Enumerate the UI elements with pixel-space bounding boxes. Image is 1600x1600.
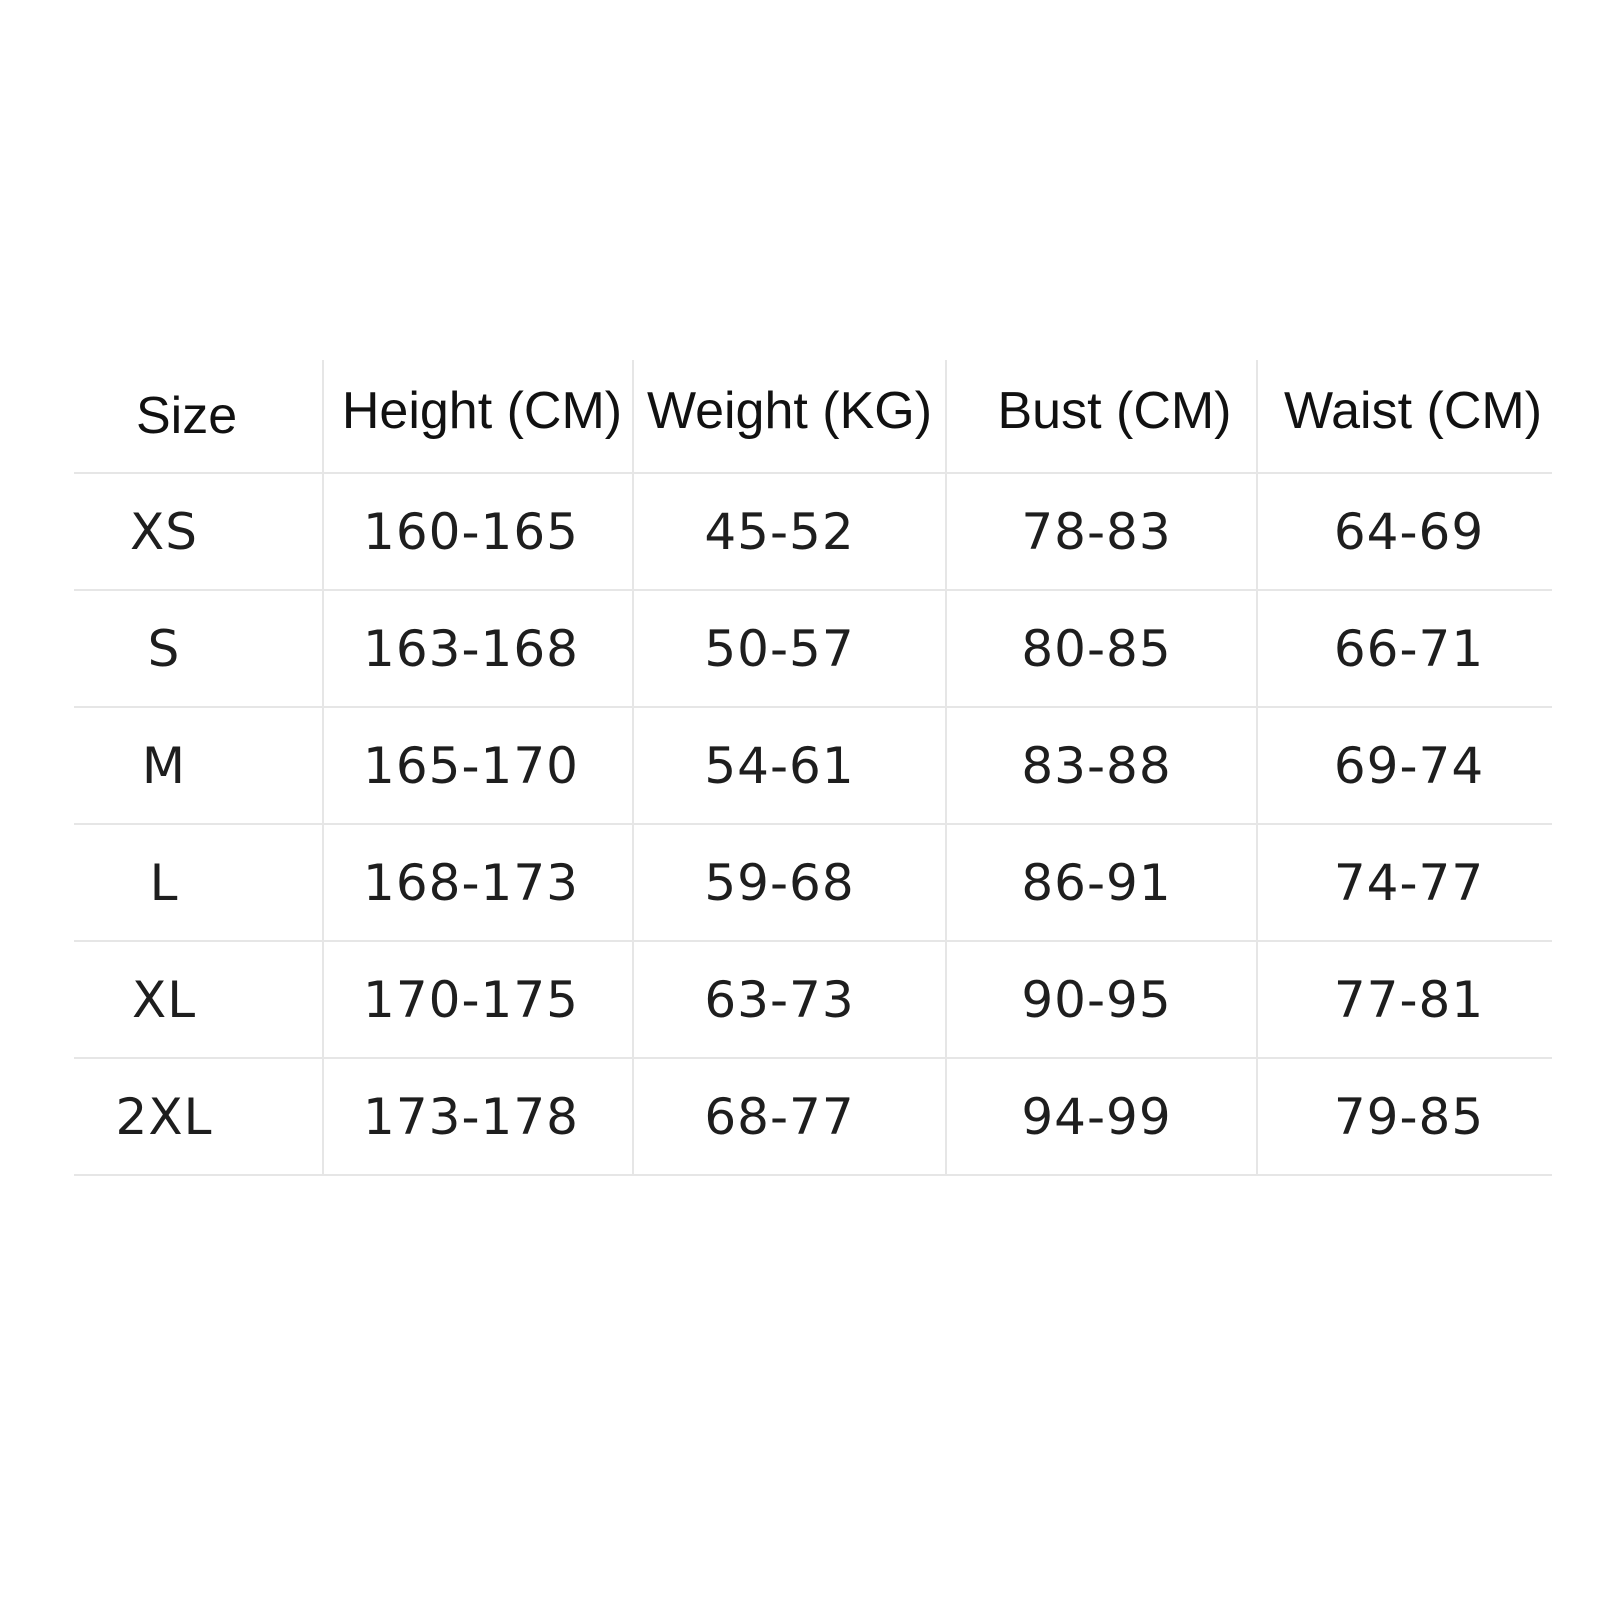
cell-waist-value: 79-85 [1333,1087,1485,1146]
cell-size [74,591,322,708]
cell-weight-value: 50-57 [704,619,855,678]
cell-bust-value: 83-88 [1021,736,1172,795]
cell-size-value: XS [130,502,198,561]
cell-height [322,1059,632,1176]
cell-height-value: 170-175 [363,970,579,1029]
cell-size-value: M [141,736,187,795]
cell-bust [945,942,1256,1059]
cell-weight-value: 63-73 [704,970,855,1029]
cell-weight [632,591,945,708]
header-height: Height (CM) [322,360,632,474]
cell-size-value: XL [131,970,197,1029]
cell-weight [632,825,945,942]
cell-weight-value: 68-77 [704,1087,855,1146]
table-header-row [74,360,1552,474]
header-waist: Waist (CM) [1256,360,1552,474]
cell-waist [1256,942,1552,1059]
cell-waist [1256,591,1552,708]
cell-size-value: S [147,619,181,678]
cell-height-value: 173-178 [363,1087,579,1146]
cell-height [322,942,632,1059]
cell-size [74,474,322,591]
cell-weight-value: 54-61 [704,736,855,795]
cell-size-value: 2XL [115,1087,213,1146]
cell-waist [1256,1059,1552,1176]
cell-height-value: 163-168 [363,619,579,678]
header-bust: Bust (CM) [945,360,1256,474]
cell-height-value: 165-170 [363,736,579,795]
table-row [74,942,1552,1059]
cell-height [322,591,632,708]
header-weight: Weight (KG) [632,360,945,474]
cell-bust-value: 94-99 [1021,1087,1172,1146]
cell-waist-value: 66-71 [1333,619,1485,678]
cell-bust [945,474,1256,591]
cell-bust-value: 78-83 [1021,502,1172,561]
cell-size [74,825,322,942]
cell-bust [945,825,1256,942]
table-row [74,474,1552,591]
cell-size-value: L [149,853,179,912]
cell-weight [632,474,945,591]
cell-height [322,474,632,591]
cell-height [322,708,632,825]
table-row [74,591,1552,708]
header-size: Size [74,360,322,474]
cell-waist-value: 77-81 [1333,970,1485,1029]
table-row [74,708,1552,825]
cell-size [74,942,322,1059]
table-row [74,825,1552,942]
size-chart-table [74,360,1552,1176]
cell-bust [945,1059,1256,1176]
cell-weight [632,942,945,1059]
cell-weight-value: 59-68 [704,853,855,912]
cell-weight-value: 45-52 [704,502,855,561]
cell-bust [945,591,1256,708]
cell-bust-value: 80-85 [1021,619,1172,678]
cell-size [74,708,322,825]
cell-waist [1256,825,1552,942]
table-row [74,1059,1552,1176]
cell-bust-value: 90-95 [1021,970,1172,1029]
cell-height-value: 168-173 [363,853,579,912]
cell-waist [1256,708,1552,825]
cell-bust [945,708,1256,825]
cell-size [74,1059,322,1176]
cell-waist-value: 69-74 [1333,736,1485,795]
cell-height [322,825,632,942]
cell-waist-value: 74-77 [1333,853,1485,912]
cell-waist-value: 64-69 [1333,502,1485,561]
cell-weight [632,1059,945,1176]
cell-waist [1256,474,1552,591]
cell-bust-value: 86-91 [1021,853,1172,912]
cell-weight [632,708,945,825]
cell-height-value: 160-165 [363,502,579,561]
table-body [74,474,1552,1176]
